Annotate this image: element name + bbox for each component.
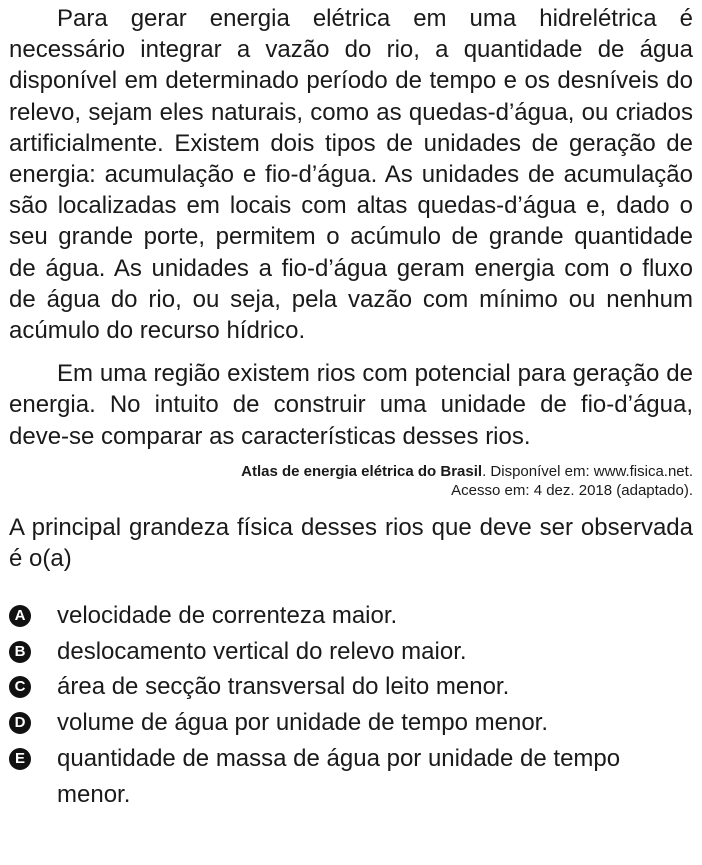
- text-paragraph-1: Para gerar energia elétrica em uma hidrelétrica é necessário integrar a vazão do rio, a quantidade de água disponível em determinado período de tempo e os desníveis do relevo, sejam eles naturais, como as quedas-d’água, ou criados artificialmente. Existem dois tipos de unidades de geração de energia: acumulação e fio-d’água. As unidades de acumulação são localizadas em locais com altas quedas-d’água e, dado o seu grande porte, permitem o acúmulo de grande quantidade de água. As unidades a fio-d’água geram energia com o fluxo de água do rio, ou seja, pela vazão com mínimo ou nenhum acúmulo do recurso hídrico.: [9, 5, 693, 345]
- question-page: [9, 3, 693, 813]
- option-a[interactable]: [9, 598, 693, 634]
- text-paragraph-2: Em uma região existem rios com potencial para geração de energia. No intuito de construir uma unidade de fio-d’água, deve-se comparar as características desses rios.: [9, 360, 693, 450]
- option-a-text: velocidade de correnteza maior.: [57, 601, 398, 629]
- option-b[interactable]: [9, 634, 693, 670]
- option-d-badge-icon: D: [9, 712, 31, 734]
- option-d-text: volume de água por unidade de tempo menor.: [57, 709, 549, 737]
- option-a-badge-icon: A: [9, 605, 31, 627]
- answer-options: [9, 598, 693, 813]
- option-d[interactable]: [9, 705, 693, 741]
- source-access-date: Acesso em: 4 dez. 2018 (adaptado).: [451, 481, 693, 499]
- option-c-badge-icon: C: [9, 676, 31, 698]
- option-c[interactable]: [9, 669, 693, 705]
- option-e-text: quantidade de massa de água por unidade de tempo menor.: [57, 745, 621, 808]
- source-citation: [9, 462, 693, 500]
- option-b-text: deslocamento vertical do relevo maior.: [57, 637, 467, 665]
- option-c-text: área de secção transversal do leito menor.: [57, 673, 510, 701]
- source-title: Atlas de energia elétrica do Brasil: [241, 462, 483, 480]
- source-details: . Disponível em: www.fisica.net.: [482, 462, 693, 480]
- option-b-badge-icon: B: [9, 641, 31, 663]
- option-e-badge-icon: E: [9, 748, 31, 770]
- option-e[interactable]: [9, 741, 693, 813]
- question-prompt: A principal grandeza física desses rios que deve ser observada é o(a): [9, 513, 693, 572]
